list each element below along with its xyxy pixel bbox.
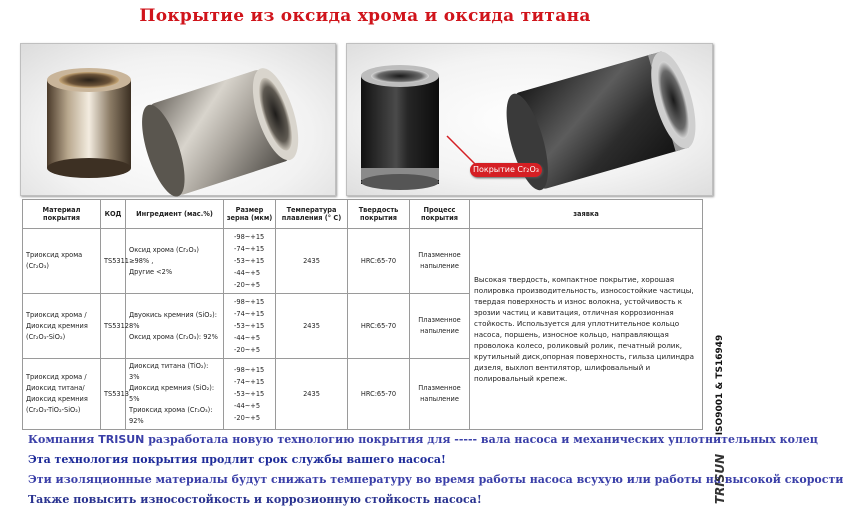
hardness-cell: HRC:65-70 bbox=[348, 294, 410, 359]
header-ingredient: Ингредиент (мас.%) bbox=[126, 200, 224, 229]
grain-cell bbox=[224, 359, 276, 430]
ingredient-cell bbox=[126, 294, 224, 359]
process-line: Плазменное bbox=[418, 251, 461, 259]
material-line: Диоксид кремния bbox=[26, 321, 88, 330]
material-cell bbox=[23, 294, 101, 359]
material-cell bbox=[23, 229, 101, 294]
header-material: Материал покрытия bbox=[23, 200, 101, 229]
grain-line: -74~+15 bbox=[234, 310, 265, 318]
material-line: (Cr₂O₃-SiO₂) bbox=[26, 332, 66, 341]
grain-line: -53~+15 bbox=[234, 257, 265, 265]
header-grain: Размер зерна (мкм) bbox=[224, 200, 276, 229]
metal-sleeves-photo bbox=[20, 43, 336, 196]
grain-line: -53~+15 bbox=[234, 322, 265, 330]
ingredient-line: Диоксид титана (TiO₂): 3% bbox=[129, 362, 209, 381]
header-application: заявка bbox=[470, 200, 703, 229]
application-cell: Высокая твердость, компактное покрытие, хорошая полировка производительность, износостойкие частицы, твердая поверхность и износ волокна, устойчивость к эрозии частиц и кавитация, отличная коррозионная стойкость. Используется для уплотнительное кольцо насоса, поршень, износное кольцо, направляющая проволока колесо, роликовый ролик, печатный ролик, крутильный диск,опорная поверхность, гильза цилиндра дизеля, выхлоп вентилятор, шлифовальный и полировальный крепеж. bbox=[470, 229, 703, 430]
grain-line: -74~+15 bbox=[234, 378, 265, 386]
melt-temp-cell: 2435 bbox=[276, 229, 348, 294]
ingredient-cell bbox=[126, 229, 224, 294]
ingredient-line: Другие <2% bbox=[129, 267, 173, 276]
material-line: Диоксид титана/ bbox=[26, 384, 85, 392]
process-line: Плазменное bbox=[418, 316, 461, 324]
process-cell bbox=[410, 294, 470, 359]
brand-name: TRISUN bbox=[98, 433, 145, 446]
grain-line: -98~+15 bbox=[234, 233, 265, 241]
header-melt-temp: Температура плавления (° C) bbox=[276, 200, 348, 229]
certification-badge bbox=[713, 330, 727, 440]
ingredient-line: Триоксид хрома (Cr₂O₃): 92% bbox=[129, 406, 213, 425]
footer-line-1-prefix: Компания bbox=[28, 433, 99, 446]
table-header-row bbox=[23, 200, 703, 229]
material-line: Триоксид хрома / bbox=[26, 310, 87, 319]
header-process: Процесс покрытия bbox=[410, 200, 470, 229]
hardness-cell: HRC:65-70 bbox=[348, 359, 410, 430]
grain-cell bbox=[224, 294, 276, 359]
ingredient-cell bbox=[126, 359, 224, 430]
hardness-cell: HRC:65-70 bbox=[348, 229, 410, 294]
grain-line: -44~+5 bbox=[234, 402, 261, 410]
material-line: (Cr₂O₃) bbox=[26, 262, 49, 270]
grain-line: -98~+15 bbox=[234, 366, 265, 374]
grain-line: -20~+5 bbox=[234, 346, 261, 354]
table-row bbox=[23, 229, 703, 294]
coating-label: Покрытие Cr₂O₃ bbox=[470, 163, 542, 177]
brand-logo bbox=[712, 448, 728, 510]
header-hardness: Твердость покрытия bbox=[348, 200, 410, 229]
process-line: Плазменное bbox=[418, 384, 461, 392]
grain-line: -74~+15 bbox=[234, 245, 265, 253]
footer-line-3: Эти изоляционные материалы будут снижать температуру во время работы насоса всухую или работы на высокой скорости bbox=[28, 473, 843, 486]
ingredient-line: Диоксид кремния (SiO₂): 5% bbox=[129, 384, 215, 403]
code-cell: TS5313 bbox=[101, 359, 126, 430]
material-line: Диоксид кремния bbox=[26, 395, 88, 403]
grain-line: -53~+15 bbox=[234, 390, 265, 398]
material-cell bbox=[23, 359, 101, 430]
metal-sleeves-illustration bbox=[21, 44, 335, 195]
process-line: напыление bbox=[420, 327, 459, 335]
page-title: Покрытие из оксида хрома и оксида титана bbox=[139, 6, 591, 26]
ingredient-line: Оксид хрома (Cr₂O₃): 92% bbox=[129, 332, 218, 341]
ingredient-line: Оксид хрома (Cr₂O₃) ≥98% , bbox=[129, 245, 199, 265]
process-cell bbox=[410, 229, 470, 294]
grain-line: -20~+5 bbox=[234, 281, 261, 289]
ingredient-line: Двуокись кремния (SiO₂): 8% bbox=[129, 310, 217, 330]
grain-line: -44~+5 bbox=[234, 269, 261, 277]
coating-spec-table bbox=[22, 199, 703, 430]
footer-line-4: Также повысить износостойкость и коррозионную стойкость насоса! bbox=[28, 493, 482, 506]
grain-line: -20~+5 bbox=[234, 414, 261, 422]
code-cell: TS5311 bbox=[101, 229, 126, 294]
header-code: КОД bbox=[101, 200, 126, 229]
grain-line: -44~+5 bbox=[234, 334, 261, 342]
footer-line-1 bbox=[28, 433, 818, 446]
footer-line-2: Эта технология покрытия продлит срок службы вашего насоса! bbox=[28, 453, 446, 466]
grain-line: -98~+15 bbox=[234, 298, 265, 306]
logo-text: TRISUN bbox=[713, 453, 727, 505]
grain-cell bbox=[224, 229, 276, 294]
footer-line-1-suffix: разработала новую технологию покрытия для ----- вала насоса и механических уплотнительных колец bbox=[144, 433, 818, 446]
material-line: Триоксид хрома bbox=[26, 251, 83, 259]
process-line: напыление bbox=[420, 395, 459, 403]
code-cell: TS5312 bbox=[101, 294, 126, 359]
material-line: Триоксид хрома / bbox=[26, 373, 87, 381]
material-line: (Cr₂O₃-TiO₂-SiO₂) bbox=[26, 406, 81, 414]
certification-text: ISO9001 & TS16949 bbox=[715, 334, 725, 436]
process-cell bbox=[410, 359, 470, 430]
melt-temp-cell: 2435 bbox=[276, 359, 348, 430]
melt-temp-cell: 2435 bbox=[276, 294, 348, 359]
process-line: напыление bbox=[420, 262, 459, 270]
